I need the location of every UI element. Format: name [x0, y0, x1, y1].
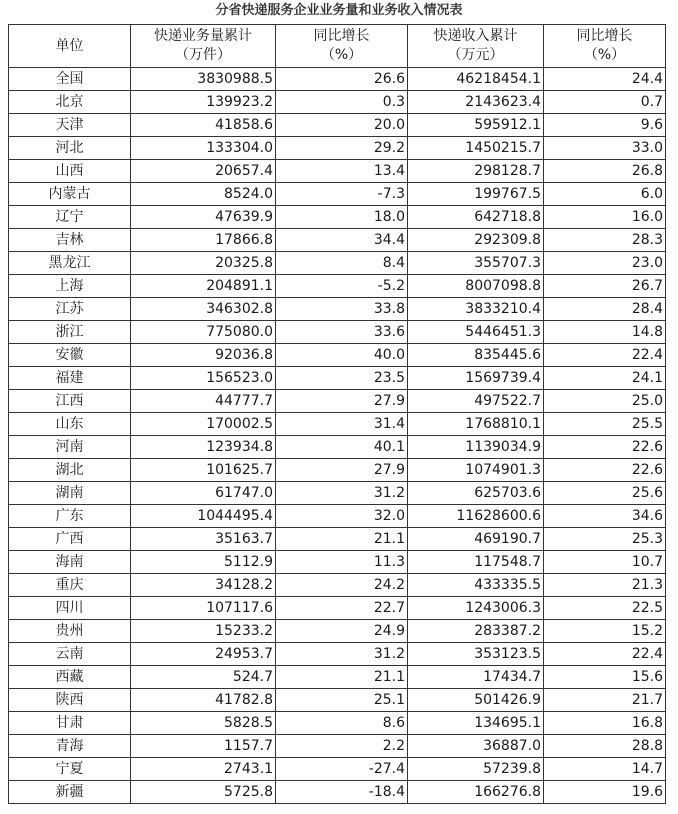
cell-unit: 甘肃 — [9, 712, 131, 735]
cell-volume-growth: 32.0 — [276, 505, 408, 528]
table-row — [9, 390, 666, 413]
table-row — [9, 758, 666, 781]
table-row — [9, 436, 666, 459]
header-volume-growth — [276, 25, 408, 68]
cell-volume: 61747.0 — [131, 482, 276, 505]
cell-volume-growth: -7.3 — [276, 183, 408, 206]
cell-revenue: 298128.7 — [408, 160, 544, 183]
cell-revenue-growth: 28.3 — [544, 229, 666, 252]
header-row — [9, 25, 666, 68]
cell-unit: 重庆 — [9, 574, 131, 597]
table-row — [9, 160, 666, 183]
cell-revenue: 292309.8 — [408, 229, 544, 252]
table-row — [9, 712, 666, 735]
header-volume-growth-unit: （%） — [320, 47, 363, 63]
table-row — [9, 459, 666, 482]
cell-revenue: 46218454.1 — [408, 68, 544, 91]
cell-revenue: 497522.7 — [408, 390, 544, 413]
cell-volume-growth: 25.1 — [276, 689, 408, 712]
cell-volume: 35163.7 — [131, 528, 276, 551]
cell-revenue-growth: 15.2 — [544, 620, 666, 643]
cell-revenue: 1768810.1 — [408, 413, 544, 436]
cell-unit: 河北 — [9, 137, 131, 160]
cell-unit: 福建 — [9, 367, 131, 390]
cell-revenue: 353123.5 — [408, 643, 544, 666]
cell-unit: 江西 — [9, 390, 131, 413]
cell-revenue-growth: 24.4 — [544, 68, 666, 91]
header-revenue-growth-label: 同比增长 — [576, 28, 633, 44]
table-row — [9, 229, 666, 252]
cell-volume: 47639.9 — [131, 206, 276, 229]
cell-unit: 云南 — [9, 643, 131, 666]
cell-volume-growth: 33.8 — [276, 298, 408, 321]
cell-volume-growth: 18.0 — [276, 206, 408, 229]
cell-unit: 浙江 — [9, 321, 131, 344]
cell-unit: 陕西 — [9, 689, 131, 712]
table-row — [9, 252, 666, 275]
cell-volume-growth: 11.3 — [276, 551, 408, 574]
cell-unit: 上海 — [9, 275, 131, 298]
cell-revenue-growth: 22.4 — [544, 643, 666, 666]
cell-unit: 吉林 — [9, 229, 131, 252]
cell-revenue-growth: 14.7 — [544, 758, 666, 781]
header-volume-label: 快递业务量累计 — [154, 28, 252, 44]
cell-unit: 河南 — [9, 436, 131, 459]
cell-volume: 5112.9 — [131, 551, 276, 574]
cell-volume-growth: -18.4 — [276, 781, 408, 804]
cell-volume-growth: 31.2 — [276, 643, 408, 666]
cell-unit: 四川 — [9, 597, 131, 620]
cell-revenue-growth: 10.7 — [544, 551, 666, 574]
table-row — [9, 643, 666, 666]
cell-volume-growth: 31.4 — [276, 413, 408, 436]
header-volume-unit: （万件） — [175, 47, 231, 63]
cell-unit: 黑龙江 — [9, 252, 131, 275]
cell-volume-growth: 24.2 — [276, 574, 408, 597]
cell-revenue: 117548.7 — [408, 551, 544, 574]
cell-unit: 广东 — [9, 505, 131, 528]
cell-volume: 524.7 — [131, 666, 276, 689]
table-row — [9, 528, 666, 551]
cell-revenue-growth: 15.6 — [544, 666, 666, 689]
table-row — [9, 666, 666, 689]
cell-volume-growth: 27.9 — [276, 390, 408, 413]
header-revenue-growth-unit: （%） — [583, 47, 626, 63]
cell-revenue: 5446451.3 — [408, 321, 544, 344]
table-title: 分省快递服务企业业务量和业务收入情况表 — [215, 3, 463, 18]
cell-volume-growth: 24.9 — [276, 620, 408, 643]
cell-revenue: 642718.8 — [408, 206, 544, 229]
cell-unit: 辽宁 — [9, 206, 131, 229]
table-row — [9, 114, 666, 137]
cell-volume: 44777.7 — [131, 390, 276, 413]
cell-revenue: 1139034.9 — [408, 436, 544, 459]
table-row — [9, 68, 666, 91]
cell-revenue: 57239.8 — [408, 758, 544, 781]
table-row — [9, 275, 666, 298]
cell-volume: 17866.8 — [131, 229, 276, 252]
cell-volume: 8524.0 — [131, 183, 276, 206]
table-row — [9, 91, 666, 114]
cell-volume-growth: 0.3 — [276, 91, 408, 114]
cell-unit: 北京 — [9, 91, 131, 114]
cell-volume-growth: 29.2 — [276, 137, 408, 160]
cell-unit: 山西 — [9, 160, 131, 183]
table-row — [9, 367, 666, 390]
cell-revenue: 1569739.4 — [408, 367, 544, 390]
header-revenue-label: 快递收入累计 — [433, 28, 518, 44]
header-volume — [131, 25, 276, 68]
table-row — [9, 574, 666, 597]
cell-volume: 1044495.4 — [131, 505, 276, 528]
table-row — [9, 551, 666, 574]
cell-revenue-growth: 14.8 — [544, 321, 666, 344]
cell-volume-growth: 13.4 — [276, 160, 408, 183]
header-volume-growth-label: 同比增长 — [313, 28, 370, 44]
header-revenue-unit: （万元） — [447, 47, 504, 63]
cell-volume: 5725.8 — [131, 781, 276, 804]
cell-volume: 139923.2 — [131, 91, 276, 114]
cell-volume-growth: -27.4 — [276, 758, 408, 781]
table-row — [9, 413, 666, 436]
cell-revenue: 595912.1 — [408, 114, 544, 137]
cell-unit: 宁夏 — [9, 758, 131, 781]
cell-revenue: 1074901.3 — [408, 459, 544, 482]
cell-revenue: 199767.5 — [408, 183, 544, 206]
cell-revenue-growth: 25.0 — [544, 390, 666, 413]
cell-unit: 青海 — [9, 735, 131, 758]
cell-revenue-growth: 16.8 — [544, 712, 666, 735]
cell-revenue: 36887.0 — [408, 735, 544, 758]
cell-volume-growth: 21.1 — [276, 528, 408, 551]
cell-revenue: 433335.5 — [408, 574, 544, 597]
cell-revenue: 501426.9 — [408, 689, 544, 712]
cell-revenue-growth: 16.0 — [544, 206, 666, 229]
cell-revenue-growth: 26.7 — [544, 275, 666, 298]
cell-unit: 广西 — [9, 528, 131, 551]
cell-volume: 123934.8 — [131, 436, 276, 459]
cell-volume-growth: 21.1 — [276, 666, 408, 689]
table-row — [9, 735, 666, 758]
cell-revenue-growth: 22.5 — [544, 597, 666, 620]
cell-unit: 新疆 — [9, 781, 131, 804]
cell-revenue-growth: 28.8 — [544, 735, 666, 758]
cell-volume-growth: 31.2 — [276, 482, 408, 505]
cell-volume-growth: 26.6 — [276, 68, 408, 91]
cell-revenue: 625703.6 — [408, 482, 544, 505]
cell-revenue: 835445.6 — [408, 344, 544, 367]
header-revenue — [408, 25, 544, 68]
cell-volume-growth: 8.6 — [276, 712, 408, 735]
cell-revenue: 3833210.4 — [408, 298, 544, 321]
cell-revenue-growth: 22.4 — [544, 344, 666, 367]
cell-volume-growth: 27.9 — [276, 459, 408, 482]
cell-volume: 2743.1 — [131, 758, 276, 781]
cell-revenue-growth: 21.3 — [544, 574, 666, 597]
cell-volume: 41858.6 — [131, 114, 276, 137]
cell-volume-growth: -5.2 — [276, 275, 408, 298]
cell-volume: 101625.7 — [131, 459, 276, 482]
cell-volume: 346302.8 — [131, 298, 276, 321]
cell-revenue: 355707.3 — [408, 252, 544, 275]
cell-volume-growth: 33.6 — [276, 321, 408, 344]
cell-unit: 江苏 — [9, 298, 131, 321]
cell-revenue: 11628600.6 — [408, 505, 544, 528]
cell-volume: 204891.1 — [131, 275, 276, 298]
cell-volume-growth: 23.5 — [276, 367, 408, 390]
cell-volume: 775080.0 — [131, 321, 276, 344]
table-row — [9, 183, 666, 206]
cell-volume: 1157.7 — [131, 735, 276, 758]
header-unit — [9, 25, 131, 68]
cell-revenue-growth: 9.6 — [544, 114, 666, 137]
table-header — [9, 25, 666, 68]
cell-revenue-growth: 26.8 — [544, 160, 666, 183]
cell-revenue: 8007098.8 — [408, 275, 544, 298]
cell-revenue-growth: 24.1 — [544, 367, 666, 390]
cell-revenue-growth: 21.7 — [544, 689, 666, 712]
cell-revenue-growth: 34.6 — [544, 505, 666, 528]
cell-unit: 山东 — [9, 413, 131, 436]
table-row — [9, 137, 666, 160]
cell-volume: 107117.6 — [131, 597, 276, 620]
table-row — [9, 597, 666, 620]
cell-revenue: 283387.2 — [408, 620, 544, 643]
cell-volume: 156523.0 — [131, 367, 276, 390]
cell-revenue-growth: 0.7 — [544, 91, 666, 114]
cell-revenue-growth: 19.6 — [544, 781, 666, 804]
cell-volume: 20325.8 — [131, 252, 276, 275]
cell-revenue-growth: 33.0 — [544, 137, 666, 160]
header-unit-label: 单位 — [55, 37, 84, 54]
table-row — [9, 505, 666, 528]
cell-revenue: 1450215.7 — [408, 137, 544, 160]
cell-unit: 湖北 — [9, 459, 131, 482]
table-row — [9, 298, 666, 321]
cell-volume-growth: 40.1 — [276, 436, 408, 459]
cell-volume-growth: 40.0 — [276, 344, 408, 367]
cell-unit: 全国 — [9, 68, 131, 91]
cell-volume-growth: 22.7 — [276, 597, 408, 620]
cell-volume: 3830988.5 — [131, 68, 276, 91]
cell-volume: 92036.8 — [131, 344, 276, 367]
table-row — [9, 689, 666, 712]
header-revenue-growth — [544, 25, 666, 68]
cell-volume-growth: 34.4 — [276, 229, 408, 252]
cell-unit: 海南 — [9, 551, 131, 574]
cell-volume: 20657.4 — [131, 160, 276, 183]
cell-revenue-growth: 25.3 — [544, 528, 666, 551]
cell-volume-growth: 20.0 — [276, 114, 408, 137]
cell-revenue: 17434.7 — [408, 666, 544, 689]
cell-revenue-growth: 6.0 — [544, 183, 666, 206]
cell-volume: 133304.0 — [131, 137, 276, 160]
cell-revenue: 166276.8 — [408, 781, 544, 804]
cell-revenue: 134695.1 — [408, 712, 544, 735]
cell-revenue-growth: 25.6 — [544, 482, 666, 505]
cell-revenue-growth: 28.4 — [544, 298, 666, 321]
table-row — [9, 321, 666, 344]
cell-volume: 34128.2 — [131, 574, 276, 597]
cell-revenue: 1243006.3 — [408, 597, 544, 620]
table-row — [9, 482, 666, 505]
cell-unit: 贵州 — [9, 620, 131, 643]
cell-volume-growth: 2.2 — [276, 735, 408, 758]
cell-volume: 15233.2 — [131, 620, 276, 643]
cell-unit: 西藏 — [9, 666, 131, 689]
table-row — [9, 781, 666, 804]
cell-revenue-growth: 23.0 — [544, 252, 666, 275]
cell-volume: 5828.5 — [131, 712, 276, 735]
cell-revenue: 2143623.4 — [408, 91, 544, 114]
cell-revenue: 469190.7 — [408, 528, 544, 551]
table-row — [9, 620, 666, 643]
table-body — [9, 68, 666, 804]
cell-volume-growth: 8.4 — [276, 252, 408, 275]
cell-volume: 24953.7 — [131, 643, 276, 666]
cell-unit: 天津 — [9, 114, 131, 137]
cell-revenue-growth: 22.6 — [544, 436, 666, 459]
table-row — [9, 344, 666, 367]
cell-unit: 湖南 — [9, 482, 131, 505]
cell-volume: 170002.5 — [131, 413, 276, 436]
cell-volume: 41782.8 — [131, 689, 276, 712]
cell-unit: 内蒙古 — [9, 183, 131, 206]
cell-revenue-growth: 25.5 — [544, 413, 666, 436]
table-row — [9, 206, 666, 229]
cell-unit: 安徽 — [9, 344, 131, 367]
cell-revenue-growth: 22.6 — [544, 459, 666, 482]
data-table — [8, 24, 666, 804]
